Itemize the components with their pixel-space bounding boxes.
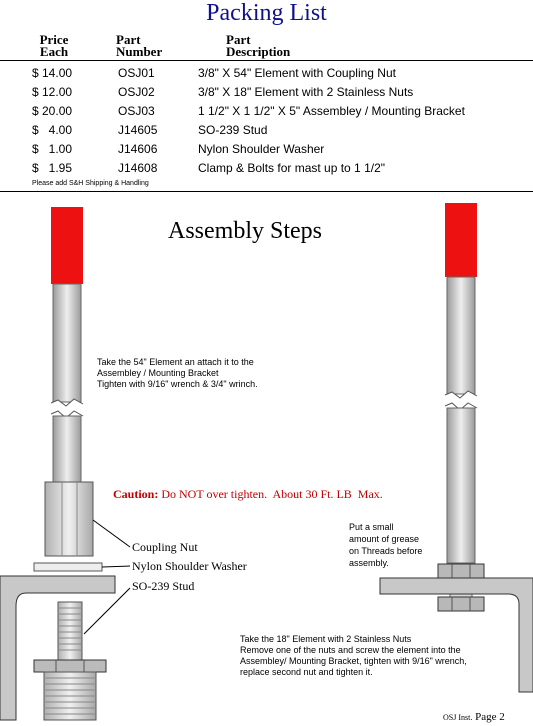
row-price: $ 20.00 <box>32 104 73 118</box>
step1-instructions <box>97 357 258 390</box>
footer-page: Page 2 <box>475 711 505 723</box>
grease-note <box>349 521 422 569</box>
label-coupling-nut: Coupling Nut <box>132 540 198 554</box>
grease-line4: assembly. <box>349 558 389 568</box>
short-element-18 <box>445 203 477 611</box>
coupling-nut <box>45 482 93 556</box>
caution-note <box>113 487 383 502</box>
row-part: J14605 <box>118 123 158 137</box>
row-part: J14608 <box>118 161 158 175</box>
rod-lower <box>447 408 475 563</box>
leader-stud <box>84 588 130 634</box>
row-price: $ 12.00 <box>32 85 73 99</box>
step1-line2: Assembley / Mounting Bracket <box>97 368 219 378</box>
step1-line3: Tighten with 9/16" wrench & 3/4" wrinch. <box>97 379 258 389</box>
row-price: $ 1.95 <box>32 161 73 175</box>
row-part: OSJ02 <box>118 85 155 99</box>
row-desc: Clamp & Bolts for mast up to 1 1/2" <box>198 161 386 175</box>
row-part: OSJ03 <box>118 104 155 118</box>
red-tip <box>51 207 83 284</box>
row-desc: 1 1/2" X 1 1/2" X 5" Assembley / Mounting Bracket <box>198 104 465 118</box>
col-header-part-line2: Number <box>116 44 163 59</box>
rod-upper <box>447 277 475 394</box>
shoulder-washer <box>34 563 102 571</box>
row-desc: 3/8" X 54" Element with Coupling Nut <box>198 66 396 80</box>
red-tip <box>445 203 477 277</box>
rod-lower <box>53 416 81 482</box>
assembly-title: Assembly Steps <box>168 218 323 244</box>
row-part: OSJ01 <box>118 66 155 80</box>
stainless-nut-bottom <box>438 597 484 611</box>
col-header-price-line2: Each <box>39 44 69 59</box>
step2-line2: Remove one of the nuts and screw the element into the <box>240 645 461 655</box>
label-so239-stud: SO-239 Stud <box>132 579 195 593</box>
shipping-note: Please add S&H Shipping & Handling <box>32 180 149 187</box>
row-desc: 3/8" X 18" Element with 2 Stainless Nuts <box>198 85 414 99</box>
row-part: J14606 <box>118 142 158 156</box>
col-header-desc-line2: Description <box>226 44 291 59</box>
leader-coupling <box>93 520 130 547</box>
row-price: $ 14.00 <box>32 66 73 80</box>
long-element-54 <box>51 207 83 482</box>
grease-line3: on Threads before <box>349 546 423 556</box>
rod-upper <box>53 284 81 402</box>
step2-line1: Take the 18" Element with 2 Stainless Nuts <box>240 634 412 644</box>
row-price: $ 4.00 <box>32 123 73 137</box>
step2-instructions <box>240 634 467 678</box>
grease-line2: amount of grease <box>349 534 420 544</box>
row-price: $ 1.00 <box>32 142 73 156</box>
col-header-part-line1: Part <box>116 32 141 47</box>
so239-stud <box>34 602 106 720</box>
grease-line1: Put a small <box>349 522 394 532</box>
page-footer <box>443 711 505 723</box>
footer-inst: OSJ Inst. <box>443 713 473 722</box>
page-title: Packing List <box>206 0 327 26</box>
label-shoulder-washer: Nylon Shoulder Washer <box>132 559 247 573</box>
stainless-nut-top <box>438 564 484 578</box>
col-header-desc-line1: Part <box>226 32 251 47</box>
step2-line3: Assembley/ Mounting Bracket, tighten with 9/16" wrench, <box>240 656 467 666</box>
step2-line4: replace second nut and tighten it. <box>240 667 373 677</box>
caution-label: Caution: <box>113 487 159 501</box>
caution-text: Do NOT over tighten. About 30 Ft. LB Max. <box>158 487 383 501</box>
step1-line1: Take the 54" Element an attach it to the <box>97 357 254 367</box>
col-header-price-line1: Price <box>39 32 69 47</box>
row-desc: Nylon Shoulder Washer <box>198 142 325 156</box>
leader-washer <box>102 566 130 567</box>
row-desc: SO-239 Stud <box>198 123 268 137</box>
